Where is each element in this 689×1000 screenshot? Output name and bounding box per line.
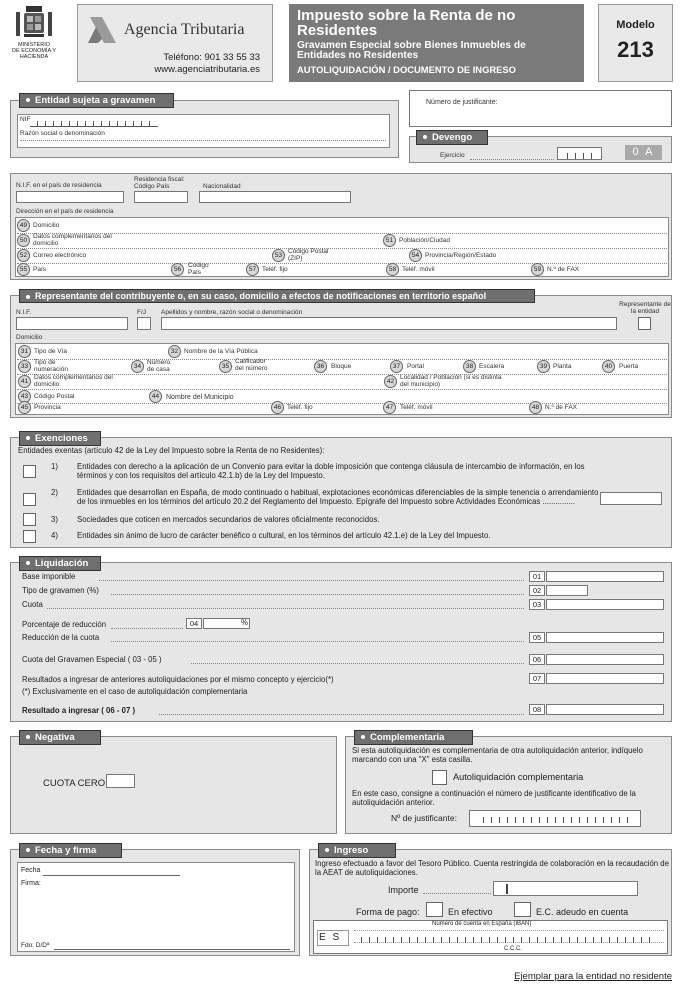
field-31-label: Tipo de Vía — [34, 348, 68, 355]
field-40-label: Puerta — [619, 363, 639, 370]
field-46-num: 46 — [271, 401, 284, 414]
field-44-label: Nombre del Municipio — [166, 394, 234, 401]
field-50-label: Datos complementarios del domicilio — [33, 233, 112, 247]
liq-02-box: 02 — [529, 585, 545, 596]
field-43-label: Código Postal — [34, 393, 75, 400]
field-47-label: Teléf. móvil — [400, 404, 433, 411]
field-33-num: 33 — [18, 360, 31, 373]
field-36-num: 36 — [314, 360, 327, 373]
rep-domicilio-label: Domicilio — [16, 334, 43, 341]
coat-of-arms-icon — [12, 4, 56, 40]
liq-05-box: 05 — [529, 632, 545, 643]
entidad-razon-field[interactable] — [20, 140, 386, 141]
exenciones-panel — [10, 437, 672, 548]
exencion-1-checkbox[interactable] — [23, 465, 36, 478]
field-50-input[interactable] — [17, 248, 667, 249]
compl-checkbox[interactable] — [432, 770, 447, 785]
field-52-input[interactable] — [17, 263, 667, 264]
liq-02-dots — [111, 594, 524, 595]
field-55-num: 55 — [17, 263, 30, 276]
liq-08-label: Resultado a ingresar ( 06 - 07 ) — [22, 706, 136, 715]
field-35-num: 35 — [219, 360, 232, 373]
negativa-panel — [10, 736, 337, 834]
ministry-line-2: DE ECONOMÍA Y — [12, 48, 56, 54]
firma-title: Fecha y firma — [35, 845, 97, 856]
rep-row1-input[interactable] — [17, 359, 667, 360]
liq-03-field[interactable] — [546, 599, 664, 610]
field-40-num: 40 — [602, 360, 615, 373]
liq-06-label: Cuota del Gravamen Especial ( 03 - 05 ) — [22, 655, 162, 664]
liq-03-dots — [47, 608, 524, 609]
footer-text: Ejemplar para la entidad no residente — [514, 971, 672, 982]
complementaria-panel — [345, 736, 672, 834]
rep-domicilio-box — [15, 343, 669, 415]
cuota-cero-label: CUOTA CERO — [43, 778, 106, 789]
entidad-nif-field[interactable] — [30, 117, 158, 127]
efectivo-checkbox[interactable] — [426, 902, 443, 917]
nacionalidad-label: Nacionalidad — [203, 183, 241, 190]
field-42-label: Localidad / Población (si es distinta del municipio) — [400, 374, 502, 388]
liq-07-field[interactable] — [546, 673, 664, 684]
field-34-label: Número de casa — [147, 359, 171, 373]
liq-08-box: 08 — [529, 704, 545, 715]
field-59-num: 59 — [531, 263, 544, 276]
adeudo-checkbox[interactable] — [514, 902, 531, 917]
ccc-label: C.C.C. — [504, 946, 522, 952]
liq-08-field[interactable] — [546, 704, 664, 715]
rep-nif-field[interactable] — [16, 317, 128, 330]
field-46-label: Teléf. fijo — [287, 404, 313, 411]
liquidacion-title: Liquidación — [35, 558, 89, 569]
compl-check-label: Autoliquidación complementaria — [453, 772, 584, 782]
liq-01-field[interactable] — [546, 571, 664, 582]
ejercicio-field[interactable] — [557, 147, 602, 160]
field-36-label: Bloque — [331, 363, 352, 370]
importe-dots — [423, 893, 491, 894]
codigo-pais-field[interactable] — [134, 191, 188, 203]
liq-01-box: 01 — [529, 571, 545, 582]
field-51-label: Población/Ciudad — [399, 237, 450, 244]
form-title: Impuesto sobre la Renta de no Residentes — [297, 7, 516, 39]
representante-tab — [19, 289, 535, 303]
firma-area[interactable] — [21, 891, 291, 939]
liq-02-field[interactable] — [546, 585, 588, 596]
agency-phone: Teléfono: 901 33 55 33 — [163, 52, 260, 63]
residencia-panel — [10, 173, 672, 280]
field-57-label: Teléf. fijo — [262, 266, 288, 273]
direccion-box — [15, 217, 669, 277]
iban-es: E S — [319, 932, 342, 943]
modelo-number: 213 — [617, 37, 654, 62]
field-38-label: Escalera — [479, 363, 505, 370]
rep-apellidos-field[interactable] — [161, 317, 617, 330]
field-55-label: País — [33, 266, 47, 273]
exencion-2-checkbox[interactable] — [23, 493, 36, 506]
field-44-num: 44 — [149, 390, 162, 403]
iban-label: Número de cuenta en España (IBAN) — [432, 921, 532, 927]
field-42-num: 42 — [384, 375, 397, 388]
ingreso-text: Ingreso efectuado a favor del Tesoro Público. Cuenta restringida de colaboración en la recaudación de la AEAT de autoliquidaciones. — [315, 859, 669, 878]
negativa-tab — [19, 730, 101, 745]
field-53-num: 53 — [272, 249, 285, 262]
field-45-num: 45 — [18, 401, 31, 414]
ejercicio-label: Ejercicio — [440, 152, 465, 159]
field-49-label: Domicilio — [33, 222, 60, 229]
field-52-num: 52 — [17, 249, 30, 262]
field-57-num: 57 — [246, 263, 259, 276]
field-33-label: Tipo de numeración — [34, 359, 68, 373]
nif-pais-field[interactable] — [16, 191, 124, 203]
liq-03-box: 03 — [529, 599, 545, 610]
exencion-3-num: 3) — [51, 515, 58, 524]
exenciones-intro: Entidades exentas (artículo 42 de la Ley del Impuesto sobre la Renta de no Residentes): — [18, 446, 325, 455]
direccion-label: Dirección en el país de residencia — [16, 208, 114, 215]
iban-box[interactable] — [313, 920, 668, 954]
liq-05-label: Reducción de la cuota — [22, 633, 100, 642]
liq-nota: (*) Exclusivamente en el caso de autoliquidación complementaria — [22, 687, 248, 696]
iae-epigrafe-field[interactable] — [600, 492, 662, 505]
agency-web: www.agenciatributaria.es — [154, 64, 260, 75]
entidad-box — [17, 114, 390, 148]
representante-title: Representante del contribuyente o, en su caso, domicilio a efectos de notificaciones en territorio español — [35, 291, 487, 301]
efectivo-label: En efectivo — [448, 907, 493, 917]
devengo-title: Devengo — [432, 132, 473, 143]
field-56-num: 56 — [171, 263, 184, 276]
compl-just-field[interactable] — [469, 810, 641, 827]
exencion-2-text: Entidades que desarrollan en España, de modo continuado o habitual, explotaciones económicas diferenciables de la simple tenencia o arrendamiento de los inmuebles en los términos del artículo 20.2 del Reglamento del Impuesto. Epígrafe del Impuesto sobre Actividades Económicas ............... — [77, 488, 599, 507]
field-54-num: 54 — [409, 249, 422, 262]
liq-05-field[interactable] — [546, 632, 664, 643]
field-51-num: 51 — [383, 234, 396, 247]
field-41-label: Datos complementarios del domicilio — [34, 374, 113, 388]
exencion-4-text: Entidades sin ánimo de lucro de carácter benéfico o cultural, en los términos del artículo 42.1.e) de la Ley del Impuesto. — [77, 531, 491, 540]
liq-06-field[interactable] — [546, 654, 664, 665]
rep-nif-label: N.I.F. — [16, 309, 32, 316]
liq-07-label: Resultados a ingresar de anteriores autoliquidaciones por el mismo concepto y ejercicio(*) — [22, 675, 334, 684]
adeudo-label: E.C. adeudo en cuenta — [536, 907, 629, 917]
rep-row3-input[interactable] — [17, 389, 667, 390]
field-47-num: 47 — [383, 401, 396, 414]
field-39-num: 39 — [537, 360, 550, 373]
justificante-label: Número de justificante: — [426, 99, 498, 106]
compl-just-label: Nº de justificante: — [391, 813, 457, 823]
liq-01-dots — [99, 580, 524, 581]
field-56-label: Código País — [188, 262, 209, 276]
liq-porc-label: Porcentaje de reducción — [22, 620, 107, 629]
justificante-box — [409, 90, 672, 127]
exenciones-title: Exenciones — [35, 433, 88, 444]
codigo-pais-label: Código País — [134, 183, 170, 190]
exencion-3-text: Sociedades que coticen en mercados secundarios de valores oficialmente reconocidos. — [77, 515, 380, 524]
liq-04-box: 04 — [186, 618, 202, 629]
liq-07-box: 07 — [529, 673, 545, 684]
nacionalidad-field[interactable] — [199, 191, 351, 203]
ejercicio-dots — [470, 159, 554, 160]
field-48-num: 48 — [529, 401, 542, 414]
firma-box — [17, 862, 295, 952]
modelo-label: Modelo — [616, 19, 655, 31]
rep-apellidos-label: Apellidos y nombre, razón social o denominación — [161, 309, 303, 316]
exencion-4-num: 4) — [51, 531, 58, 540]
entidad-panel — [10, 100, 399, 158]
ministry-line-3: HACIENDA — [19, 54, 49, 60]
liquidacion-panel — [10, 562, 672, 722]
importe-label: Importe — [388, 885, 419, 895]
exencion-1-num: 1) — [51, 462, 58, 471]
field-32-label: Nombre de la Vía Pública — [184, 348, 258, 355]
field-32-num: 32 — [168, 345, 181, 358]
field-58-label: Teléf. móvil — [402, 266, 435, 273]
devengo-tab — [416, 130, 488, 145]
field-54-label: Provincia/Región/Estado — [425, 252, 497, 259]
field-37-label: Portal — [407, 363, 424, 370]
liq-06-box: 06 — [529, 654, 545, 665]
field-43-num: 43 — [18, 390, 31, 403]
field-53-label: Código Postal (ZIP) — [288, 248, 329, 262]
firma-fecha-label: Fecha — [21, 867, 41, 874]
liq-01-label: Base imponible — [22, 572, 76, 581]
cuota-cero-checkbox[interactable] — [106, 774, 135, 788]
firma-tab — [19, 843, 122, 858]
liq-06-dots — [191, 663, 524, 664]
compl-text1: Si esta autoliquidación es complementaria de otra autoliquidación anterior, indíquelo marcando con una "X" esta casilla. — [352, 746, 643, 765]
exencion-3-checkbox[interactable] — [23, 513, 36, 526]
exencion-4-checkbox[interactable] — [23, 530, 36, 543]
forma-pago-label: Forma de pago: — [356, 907, 420, 917]
agency-box — [77, 4, 273, 82]
nif-pais-label: N.I.F. en el país de residencia — [16, 182, 102, 189]
importe-field[interactable] — [493, 881, 638, 896]
ingreso-panel — [309, 849, 672, 956]
field-39-label: Planta — [553, 363, 572, 370]
compl-text2: En este caso, consigne a continuación el número de justificante identificativo de la autoliquidación anterior. — [352, 789, 636, 808]
field-37-num: 37 — [390, 360, 403, 373]
field-48-label: N.º de FAX — [545, 404, 577, 411]
negativa-title: Negativa — [35, 732, 75, 743]
liq-08-dots — [159, 714, 524, 715]
firma-fecha-field[interactable] — [43, 875, 180, 876]
field-38-num: 38 — [463, 360, 476, 373]
representante-panel — [10, 295, 672, 418]
agency-logo-icon — [86, 15, 120, 45]
field-59-label: N.º de FAX — [547, 266, 579, 273]
exencion-2-num: 2) — [51, 488, 58, 497]
ingreso-tab — [318, 843, 396, 858]
rep-fj-label: F/J — [137, 309, 147, 316]
firma-firma-label: Firma: — [21, 880, 41, 887]
ministry-logo — [12, 4, 56, 66]
field-41-num: 41 — [18, 375, 31, 388]
liq-03-label: Cuota — [22, 600, 43, 609]
rep-entidad-label: Representante de la entidad — [619, 301, 671, 315]
exencion-1-text: Entidades con derecho a la aplicación de un Convenio para evitar la doble imposición que contenga cláusula de intercambio de información, en los términos y con los requisitos del artículo 42.1.b) de la Ley del Impuesto. — [77, 462, 585, 481]
liq-porc-dots — [111, 628, 183, 629]
field-49-num: 49 — [17, 219, 30, 232]
periodo-field[interactable]: 0 A — [625, 145, 662, 160]
res-fiscal-label: Residencia fiscal: — [134, 176, 185, 183]
field-34-num: 34 — [131, 360, 144, 373]
exenciones-tab — [19, 431, 101, 446]
liq-04-unit: % — [241, 618, 248, 627]
liquidacion-tab — [19, 556, 101, 571]
modelo-box — [598, 4, 673, 82]
field-52-label: Correo electrónico — [33, 252, 87, 259]
title-box — [289, 4, 584, 82]
rep-entidad-checkbox[interactable] — [638, 317, 651, 330]
firma-fdo-label: Fdo: D/Dª — [21, 942, 50, 949]
liq-05-dots — [111, 641, 524, 642]
agency-name: Agencia Tributaria — [124, 21, 245, 38]
entidad-nif-label: NIF — [20, 116, 31, 123]
ministry-line-1: MINISTERIO — [17, 42, 51, 48]
firma-panel — [10, 849, 300, 956]
entidad-title: Entidad sujeta a gravamen — [35, 95, 156, 106]
form-subtitle: Gravamen Especial sobre Bienes Inmuebles de Entidades no Residentes — [297, 40, 526, 61]
field-50-num: 50 — [17, 234, 30, 247]
liq-02-label: Tipo de gravamen (%) — [22, 586, 99, 595]
entidad-razon-label: Razón social o denominación — [20, 130, 105, 137]
ingreso-title: Ingreso — [334, 845, 369, 856]
rep-fj-field[interactable] — [137, 317, 151, 330]
field-58-num: 58 — [386, 263, 399, 276]
field-35-label: Calificador del número — [235, 358, 268, 372]
doc-type: AUTOLIQUIDACIÓN / DOCUMENTO DE INGRESO — [297, 64, 516, 75]
firma-fdo-field[interactable] — [54, 949, 290, 950]
complementaria-tab — [354, 730, 473, 745]
field-45-label: Provincia — [34, 404, 61, 411]
complementaria-title: Complementaria — [370, 732, 445, 743]
field-31-num: 31 — [18, 345, 31, 358]
entidad-tab — [19, 93, 174, 108]
